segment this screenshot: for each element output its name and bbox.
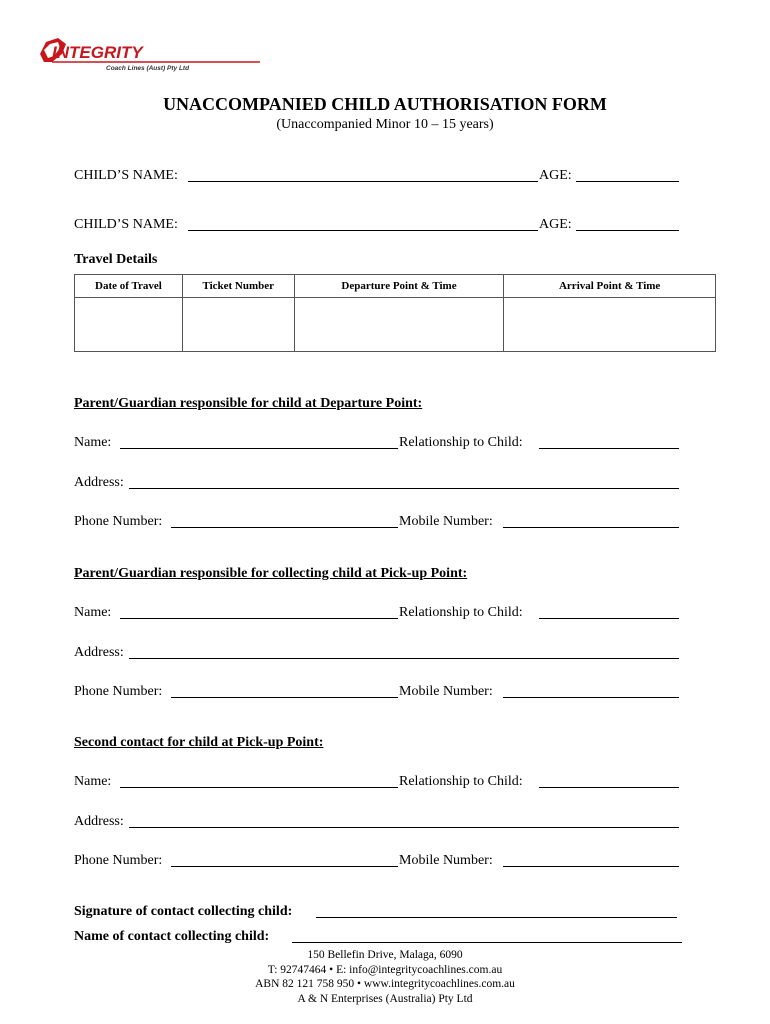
mobile-label-2: Mobile Number:: [399, 684, 493, 699]
page-footer: [0, 948, 770, 1006]
column-date-of-travel: Date of Travel: [75, 275, 183, 298]
relationship-label-3: Relationship to Child:: [399, 774, 523, 789]
footer-contact: T: 92747464 • E: info@integritycoachlines.com.au: [267, 963, 503, 976]
relationship-label-1: Relationship to Child:: [399, 435, 523, 450]
name-label-1: Name:: [74, 435, 112, 450]
child-age-label-1: AGE:: [539, 168, 572, 183]
footer-address: 150 Bellefin Drive, Malaga, 6090: [307, 949, 463, 961]
child-name-label-2: CHILD’S NAME:: [74, 217, 178, 232]
ticket-number-cell[interactable]: [182, 298, 294, 352]
travel-details-heading: Travel Details: [74, 252, 158, 267]
child-name-field-1[interactable]: [188, 181, 538, 182]
name-label-2: Name:: [74, 605, 112, 620]
phone-label-1: Phone Number:: [74, 514, 163, 529]
address-label-3: Address:: [74, 814, 124, 829]
form-title: UNACCOMPANIED CHILD AUTHORISATION FORM: [163, 94, 607, 114]
form-subtitle: (Unaccompanied Minor 10 – 15 years): [276, 117, 494, 132]
logo-tagline: Coach Lines (Aust) Pty Ltd: [106, 65, 190, 72]
child-name-field-2[interactable]: [188, 230, 538, 231]
signature-field[interactable]: [316, 917, 677, 918]
name-field-1[interactable]: [120, 448, 398, 449]
relationship-label-2: Relationship to Child:: [399, 605, 523, 620]
mobile-label-3: Mobile Number:: [399, 853, 493, 868]
table-header-row: [75, 275, 716, 298]
column-ticket-number: Ticket Number: [182, 275, 294, 298]
departure-point-cell[interactable]: [294, 298, 504, 352]
child-age-field-1[interactable]: [576, 181, 679, 182]
phone-label-2: Phone Number:: [74, 684, 163, 699]
logo-name: INTEGRITY: [52, 43, 143, 62]
date-of-travel-cell[interactable]: [75, 298, 183, 352]
address-label-1: Address:: [74, 475, 124, 490]
arrival-point-cell[interactable]: [504, 298, 716, 352]
phone-field-1[interactable]: [171, 527, 398, 528]
logo-graphic: [36, 32, 262, 74]
child-age-label-2: AGE:: [539, 217, 572, 232]
collector-name-field[interactable]: [292, 942, 682, 943]
child-age-field-2[interactable]: [576, 230, 679, 231]
address-label-2: Address:: [74, 645, 124, 660]
relationship-field-1[interactable]: [539, 448, 679, 449]
signature-label: Signature of contact collecting child:: [74, 904, 293, 919]
column-arrival-point-time: Arrival Point & Time: [504, 275, 716, 298]
collector-name-label: Name of contact collecting child:: [74, 929, 270, 944]
address-field-2[interactable]: [129, 658, 679, 659]
phone-field-2[interactable]: [171, 697, 398, 698]
mobile-field-1[interactable]: [503, 527, 679, 528]
name-field-3[interactable]: [120, 787, 398, 788]
name-field-2[interactable]: [120, 618, 398, 619]
travel-details-table: [74, 274, 716, 352]
mobile-field-2[interactable]: [503, 697, 679, 698]
mobile-label-1: Mobile Number:: [399, 514, 493, 529]
footer-abn: ABN 82 121 758 950 • www.integritycoachlines.com.au: [255, 978, 515, 990]
footer-company: A & N Enterprises (Australia) Pty Ltd: [297, 992, 473, 1005]
section-heading-second-contact: Second contact for child at Pick-up Point:: [74, 735, 324, 750]
phone-field-3[interactable]: [171, 866, 398, 867]
section-heading-departure: Parent/Guardian responsible for child at Departure Point:: [74, 396, 423, 411]
relationship-field-2[interactable]: [539, 618, 679, 619]
child-name-label-1: CHILD’S NAME:: [74, 168, 178, 183]
relationship-field-3[interactable]: [539, 787, 679, 788]
company-logo: [36, 32, 262, 74]
address-field-3[interactable]: [129, 827, 679, 828]
phone-label-3: Phone Number:: [74, 853, 163, 868]
section-heading-pickup: Parent/Guardian responsible for collecting child at Pick-up Point:: [74, 566, 468, 581]
name-label-3: Name:: [74, 774, 112, 789]
address-field-1[interactable]: [129, 488, 679, 489]
table-row: [75, 298, 716, 352]
column-departure-point-time: Departure Point & Time: [294, 275, 504, 298]
mobile-field-3[interactable]: [503, 866, 679, 867]
